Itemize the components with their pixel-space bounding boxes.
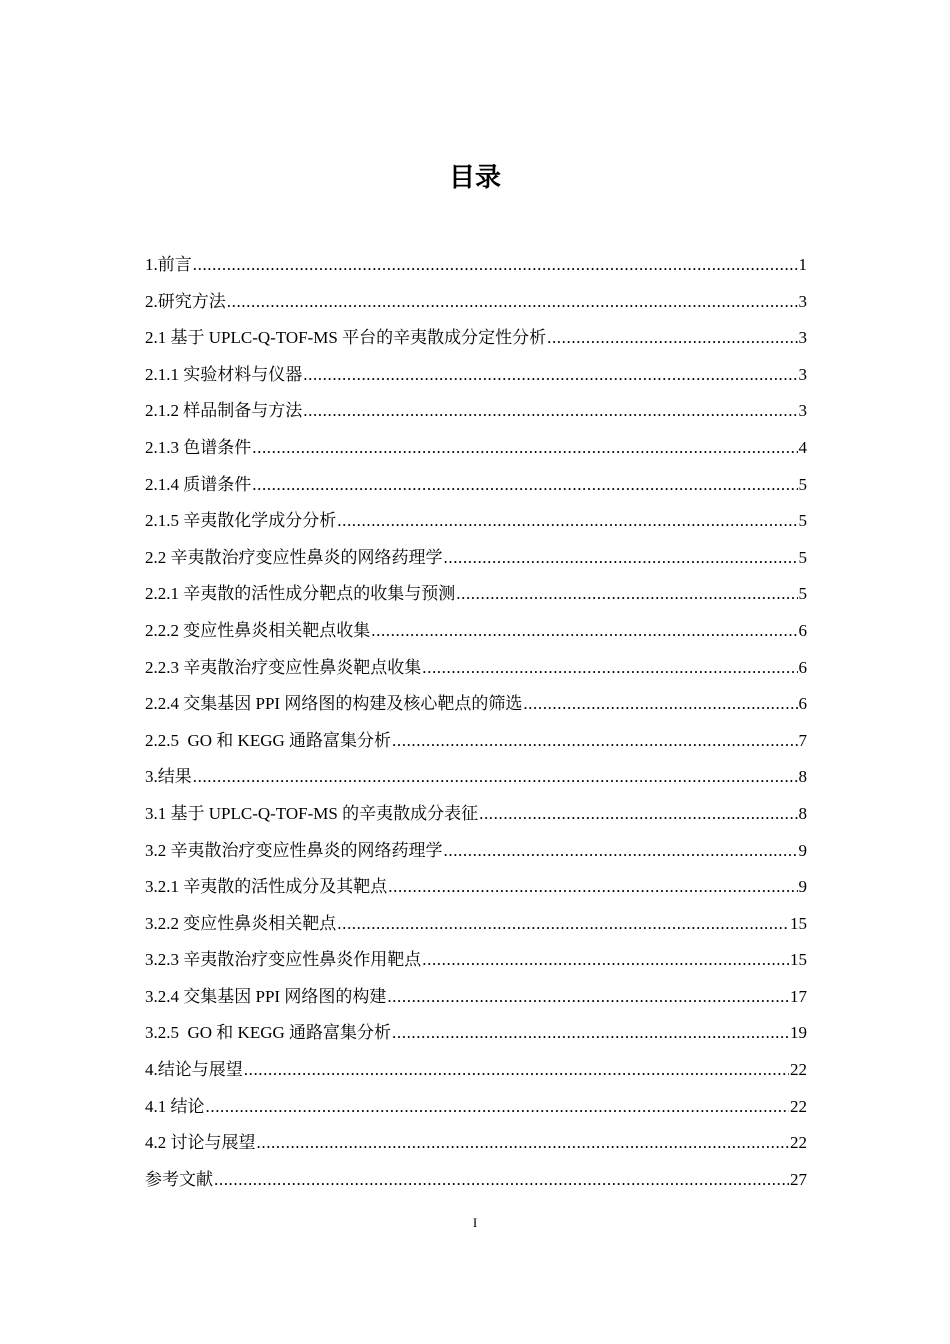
toc-entry-label: 2.2.3 辛夷散治疗变应性鼻炎靶点收集: [145, 657, 422, 677]
toc-entry[interactable]: [145, 320, 807, 357]
toc-entry-label: 4.1 结论: [145, 1096, 205, 1116]
toc-entry-page: 9: [798, 840, 807, 860]
toc-leader-dots: [252, 430, 797, 467]
toc-entry-label: 2.2.1 辛夷散的活性成分靶点的收集与预测: [145, 584, 456, 604]
toc-entry-label: 4.2 讨论与展望: [145, 1133, 256, 1153]
toc-entry[interactable]: [145, 942, 807, 979]
toc-entry-page: 6: [798, 620, 807, 640]
footer-page-number: I: [472, 1215, 478, 1230]
toc-entry-page: 6: [798, 694, 807, 714]
toc-entry-label: 2.1 基于 UPLC-Q-TOF-MS 平台的辛夷散成分定性分析: [145, 328, 547, 348]
toc-entry-page: 22: [790, 1060, 807, 1080]
toc-entry-page: 5: [798, 584, 807, 604]
toc-entry-label: 3.2.5 GO 和 KEGG 通路富集分析: [145, 1023, 392, 1043]
toc-leader-dots: [257, 1125, 790, 1162]
toc-entry-page: 3: [798, 401, 807, 421]
toc-entry-label: 4.结论与展望: [145, 1060, 243, 1080]
toc-entry[interactable]: [145, 759, 807, 796]
toc-leader-dots: [214, 1162, 789, 1199]
toc-leader-dots: [422, 650, 797, 687]
toc-entry-page: 6: [798, 657, 807, 677]
toc-leader-dots: [456, 576, 797, 613]
toc-entry[interactable]: [145, 796, 807, 833]
toc-entry[interactable]: [145, 247, 807, 284]
toc-entry-page: 8: [798, 803, 807, 823]
toc-entry-page: 5: [798, 474, 807, 494]
toc-leader-dots: [193, 247, 798, 284]
toc-leader-dots: [303, 393, 797, 430]
toc-leader-dots: [206, 1089, 790, 1126]
toc-entry-label: 2.2.5 GO 和 KEGG 通路富集分析: [145, 730, 392, 750]
toc-entry[interactable]: [145, 430, 807, 467]
toc-entry-page: 9: [798, 877, 807, 897]
toc-entry-label: 2.1.4 质谱条件: [145, 474, 252, 494]
toc-leader-dots: [244, 1052, 789, 1089]
toc-leader-dots: [371, 613, 797, 650]
toc-entry-label: 3.2 辛夷散治疗变应性鼻炎的网络药理学: [145, 840, 443, 860]
toc-entry-label: 1.前言: [145, 255, 192, 274]
toc-leader-dots: [337, 503, 797, 540]
toc-entry-page: 3: [798, 328, 807, 348]
toc-entry-label: 2.1.3 色谱条件: [145, 437, 252, 457]
toc-entry[interactable]: [145, 869, 807, 906]
toc-entry-page: 19: [790, 1023, 807, 1043]
toc-entry-page: 22: [790, 1133, 807, 1153]
toc-entry[interactable]: [145, 1015, 807, 1052]
table-of-contents: [145, 247, 807, 1198]
toc-entry-page: 5: [798, 511, 807, 531]
toc-entry[interactable]: [145, 686, 807, 723]
toc-entry-label: 3.2.2 变应性鼻炎相关靶点: [145, 913, 337, 933]
toc-leader-dots: [337, 906, 789, 943]
toc-entry[interactable]: [145, 1162, 807, 1199]
toc-entry-page: 22: [790, 1096, 807, 1116]
toc-entry[interactable]: [145, 833, 807, 870]
toc-leader-dots: [193, 759, 798, 796]
toc-entry[interactable]: [145, 1125, 807, 1162]
toc-entry[interactable]: [145, 540, 807, 577]
toc-leader-dots: [252, 467, 797, 504]
toc-entry[interactable]: [145, 576, 807, 613]
toc-leader-dots: [387, 979, 789, 1016]
toc-leader-dots: [227, 284, 798, 321]
toc-entry-page: 15: [790, 950, 807, 970]
toc-entry[interactable]: [145, 650, 807, 687]
toc-leader-dots: [303, 357, 797, 394]
toc-entry-label: 2.2.4 交集基因 PPI 网络图的构建及核心靶点的筛选: [145, 694, 523, 714]
toc-entry[interactable]: [145, 284, 807, 321]
toc-entry-page: 3: [798, 364, 807, 384]
toc-entry-label: 2.1.1 实验材料与仪器: [145, 364, 303, 384]
toc-entry[interactable]: [145, 357, 807, 394]
toc-leader-dots: [392, 1015, 789, 1052]
toc-entry-page: 17: [790, 986, 807, 1006]
toc-entry[interactable]: [145, 393, 807, 430]
toc-entry-label: 2.1.5 辛夷散化学成分分析: [145, 511, 337, 531]
toc-leader-dots: [479, 796, 797, 833]
toc-entry[interactable]: [145, 1052, 807, 1089]
toc-entry-page: 15: [790, 913, 807, 933]
toc-entry[interactable]: [145, 613, 807, 650]
toc-entry-label: 2.1.2 样品制备与方法: [145, 401, 303, 421]
toc-entry-label: 3.2.4 交集基因 PPI 网络图的构建: [145, 986, 387, 1006]
toc-entry-label: 3.1 基于 UPLC-Q-TOF-MS 的辛夷散成分表征: [145, 803, 479, 823]
toc-leader-dots: [444, 833, 798, 870]
toc-entry[interactable]: [145, 503, 807, 540]
toc-leader-dots: [388, 869, 797, 906]
toc-entry-page: 1: [798, 255, 807, 274]
toc-leader-dots: [523, 686, 797, 723]
toc-entry[interactable]: [145, 1089, 807, 1126]
toc-leader-dots: [422, 942, 789, 979]
toc-entry-label: 3.2.1 辛夷散的活性成分及其靶点: [145, 877, 388, 897]
toc-entry[interactable]: [145, 979, 807, 1016]
page-title: 目录: [448, 163, 501, 193]
toc-leader-dots: [392, 723, 797, 760]
toc-entry[interactable]: [145, 906, 807, 943]
toc-entry[interactable]: [145, 467, 807, 504]
toc-entry-label: 2.2.2 变应性鼻炎相关靶点收集: [145, 620, 371, 640]
toc-entry-label: 2.研究方法: [145, 291, 226, 311]
toc-entry-label: 参考文献: [145, 1169, 213, 1189]
toc-entry-page: 7: [798, 730, 807, 750]
toc-entry-label: 3.2.3 辛夷散治疗变应性鼻炎作用靶点: [145, 950, 422, 970]
toc-leader-dots: [547, 320, 797, 357]
toc-entry-label: 2.2 辛夷散治疗变应性鼻炎的网络药理学: [145, 547, 443, 567]
toc-entry-page: 8: [798, 767, 807, 787]
toc-entry-page: 27: [790, 1169, 807, 1189]
toc-entry[interactable]: [145, 723, 807, 760]
toc-entry-page: 3: [798, 291, 807, 311]
toc-leader-dots: [444, 540, 798, 577]
toc-entry-page: 4: [798, 437, 807, 457]
toc-entry-page: 5: [798, 547, 807, 567]
toc-entry-label: 3.结果: [145, 767, 192, 787]
